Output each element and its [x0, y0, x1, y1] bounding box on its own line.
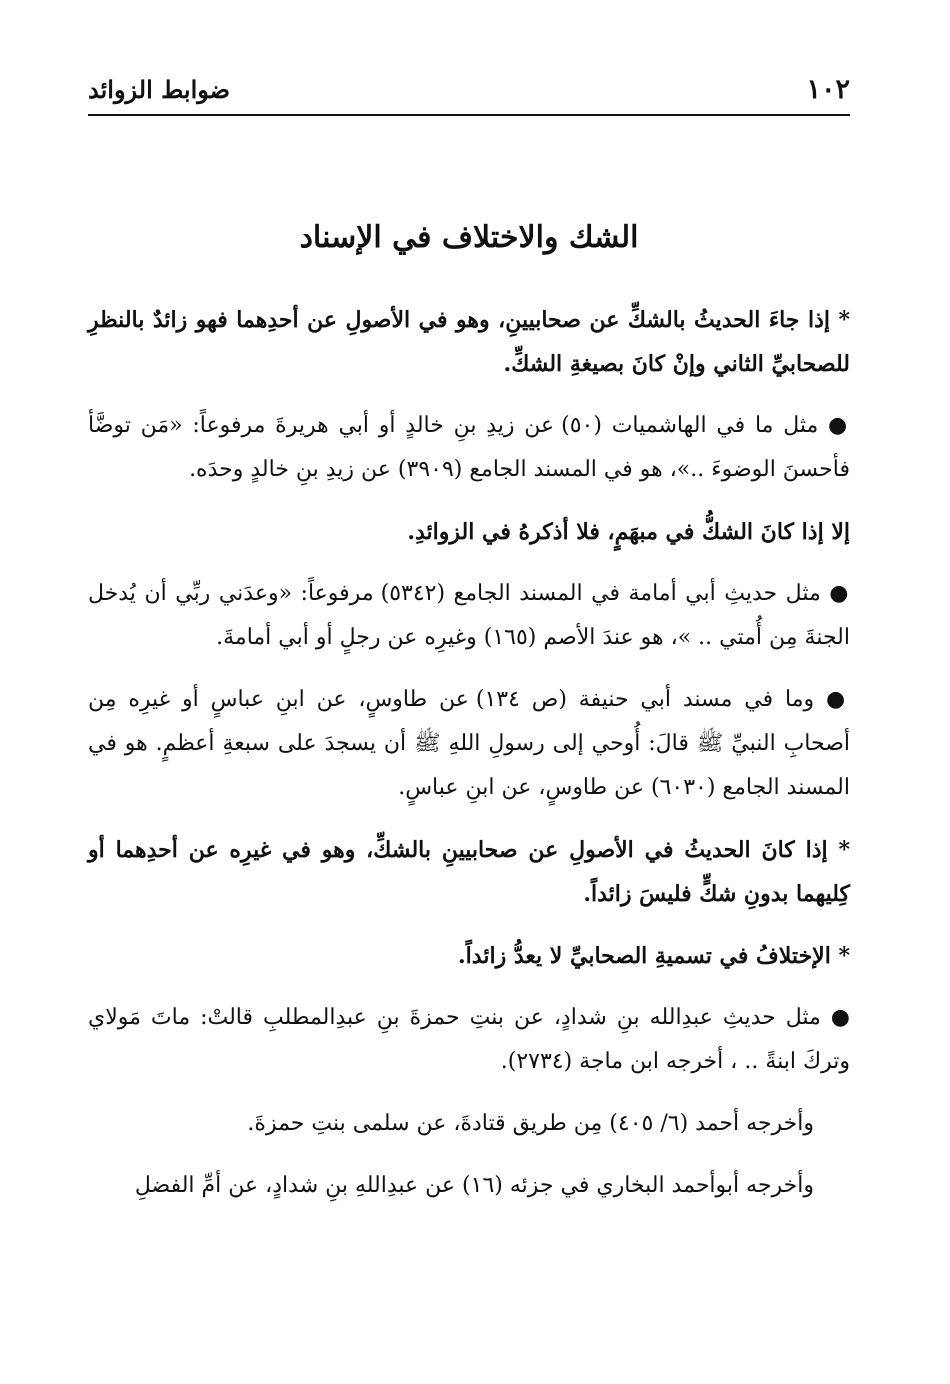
running-title: ضوابط الزوائد	[88, 74, 231, 104]
example-paragraph: ● وما في مسند أبي حنيفة (ص ١٣٤) عن طاوسٍ، عن ابنِ عباسٍ أو غيرِه مِن أصحابِ النبيِّ ﷺ قالَ: أُوحي إلى رسولِ اللهِ ﷺ أن يسجدَ على سبعةِ أعظمٍ. هو في المسند الجامع (٦٠٣٠) عن طاوسٍ، عن ابنِ عباسٍ.	[88, 687, 851, 800]
citation-paragraph: وأخرجه أبوأحمد البخاري في جزئه (١٦) عن عبدِاللهِ بنِ شدادٍ، عن أمِّ الفضلِ	[134, 1173, 814, 1198]
rule-paragraph: * الإختلافُ في تسميةِ الصحابيِّ لا يعدُّ زائداً.	[458, 943, 850, 969]
page-header	[88, 66, 850, 112]
example-paragraph: ● مثل حديثِ أبي أمامة في المسند الجامع (٥٣٤٢) مرفوعاً: «وعدَني ربِّي أن يُدخل الجنةَ مِن أُمتي .. »، هو عندَ الأصم (١٦٥) وغيرِه عن رجلٍ أو أبي أمامةَ.	[88, 581, 850, 650]
body-text	[88, 298, 850, 1226]
section-title: الشك والاختلاف في الإسناد	[299, 220, 639, 255]
rule-paragraph: * إذا جاءَ الحديثُ بالشكِّ عن صحابيينِ، وهو في الأصولِ عن أحدِهما فهو زائدٌ بالنظرِ للصحابيِّ الثاني وإنْ كانَ بصيغةِ الشكِّ.	[88, 307, 850, 377]
exception-paragraph: إلا إذا كانَ الشكُّ في مبهَمٍ، فلا أذكرهُ في الزوائدِ.	[407, 519, 850, 545]
rule-paragraph: * إذا كانَ الحديثُ في الأصولِ عن صحابيينِ بالشكِّ، وهو في غيرِه عن أحدِهما أو كِليهما بدونِ شكٍّ فليسَ زائداً.	[88, 837, 850, 907]
header-divider	[88, 114, 850, 116]
example-paragraph: ● مثل حديثِ عبدِالله بنِ شدادٍ، عن بنتِ حمزةَ بنِ عبدِالمطلبِ قالتْ: ماتَ مَولاي وتركَ ابنةً .. ، أخرجه ابن ماجة (٢٧٣٤).	[88, 1005, 850, 1074]
citation-paragraph: وأخرجه أحمد (٦/ ٤٠٥) مِن طريق قتادةَ، عن سلمى بنتِ حمزةَ.	[247, 1111, 814, 1136]
page-number: ١٠٢	[806, 73, 850, 105]
example-paragraph: ● مثل ما في الهاشميات (٥٠) عن زيدِ بنِ خالدٍ أو أبي هريرةَ مرفوعاً: «مَن توضَّأ فأحسنَ الوضوءَ ..»، هو في المسند الجامع (٣٩٠٩) عن زيدِ بنِ خالدٍ وحدَه.	[88, 413, 850, 482]
